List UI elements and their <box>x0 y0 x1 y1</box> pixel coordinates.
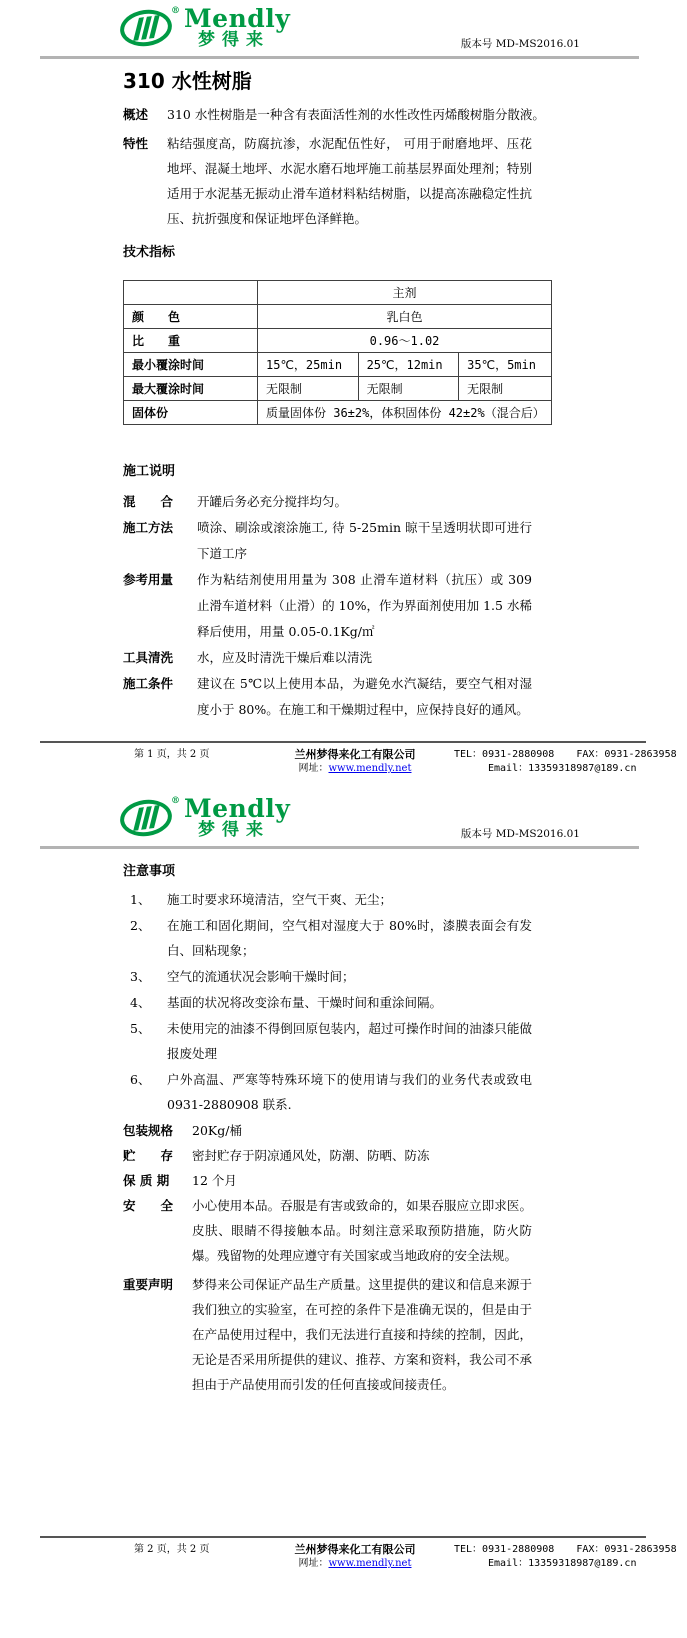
email-label: Email：13359318987@189.cn <box>488 763 637 774</box>
note-number: 2、 <box>130 918 151 933</box>
construction-item <box>123 567 532 645</box>
construction-item <box>123 645 532 671</box>
construction-item-label: 混 合 <box>123 494 174 509</box>
page-1 <box>0 0 687 790</box>
note-item <box>130 887 532 912</box>
page-2 <box>0 790 687 1638</box>
note-text: 空气的流通状况会影响干燥时间； <box>167 969 355 984</box>
note-number: 3、 <box>130 969 151 984</box>
features-row <box>123 131 532 231</box>
construction-item-text: 水，应及时清洗干燥后难以清洗 <box>197 650 373 665</box>
logo-ellipse-icon <box>118 797 175 840</box>
construction-item <box>123 489 532 515</box>
notes-heading: 注意事项 <box>123 864 176 879</box>
construction-item-text: 喷涂、刷涂或滚涂施工, 待 5-25min 晾干呈透明状即可进行下道工序 <box>197 520 532 561</box>
brand-name-cn: 梦得来 <box>198 820 270 840</box>
page-title: 310 水性树脂 <box>123 69 252 93</box>
info-item <box>123 1272 532 1397</box>
version-label: 版本号 MD-MS2016.01 <box>460 38 580 50</box>
mendly-logo-icon <box>120 6 180 50</box>
overview-row <box>123 102 545 127</box>
table-cell-label: 颜 色 <box>124 305 258 329</box>
note-item <box>130 990 532 1015</box>
note-text: 基面的状况将改变涂布量、干燥时间和重涂间隔。 <box>167 995 443 1010</box>
info-label: 安 全 <box>123 1198 174 1213</box>
header-divider <box>40 846 639 849</box>
table-cell-label: 比 重 <box>124 329 258 353</box>
table-cell-label: 最小覆涂时间 <box>124 353 258 377</box>
registered-mark: ® <box>171 6 180 16</box>
table-cell-label: 最大覆涂时间 <box>124 377 258 401</box>
construction-item-label: 施工方法 <box>123 520 174 535</box>
note-text: 未使用完的油漆不得倒回原包装内，超过可操作时间的油漆只能做报废处理 <box>167 1021 532 1061</box>
table-row <box>124 401 552 425</box>
info-text: 20Kg/桶 <box>192 1123 242 1138</box>
website-link[interactable]: www.mendly.net <box>328 1558 412 1569</box>
table-cell-value: 无限制 <box>459 377 552 401</box>
table-row <box>124 281 552 305</box>
fax-label: FAX：0931-2863958 <box>576 1544 677 1555</box>
construction-item-text: 建议在 5℃以上使用本品，为避免水汽凝结，要空气相对湿度小于 80%。在施工和干燥期过程中，应保持良好的通风。 <box>197 676 532 717</box>
info-label: 保 质 期 <box>123 1173 170 1188</box>
info-item <box>123 1168 532 1193</box>
info-label: 包装规格 <box>123 1123 174 1138</box>
features-label: 特性 <box>123 136 149 151</box>
construction-item-label: 工具清洗 <box>123 650 174 665</box>
construction-item-text: 开罐后务必充分搅拌均匀。 <box>197 494 348 509</box>
table-cell-value: 无限制 <box>258 377 359 401</box>
note-item <box>130 913 532 963</box>
info-item <box>123 1143 532 1168</box>
features-text: 粘结强度高，防腐抗渗，水泥配伍性好， 可用于耐磨地坪、压花地坪、混凝土地坪、水泥水磨石地坪施工前基层界面处理剂；特别适用于水泥基无振动止滑车道材料粘结树脂，以提高冻融稳定性抗压、抗折强度和保证地坪色泽鲜艳。 <box>167 136 532 226</box>
note-item <box>130 964 532 989</box>
page1-header <box>0 0 687 59</box>
info-label: 重要声明 <box>123 1277 174 1292</box>
page-number-info: 第 2 页，共 2 页 <box>134 1544 210 1555</box>
note-number: 1、 <box>130 892 151 907</box>
overview-label: 概述 <box>123 107 149 122</box>
info-item <box>123 1118 532 1143</box>
table-cell-value: 无限制 <box>358 377 459 401</box>
version-label: 版本号 MD-MS2016.01 <box>460 828 580 840</box>
table-header-main-agent: 主剂 <box>258 281 552 305</box>
page1-footer <box>0 741 687 776</box>
tech-specs-heading: 技术指标 <box>123 245 176 260</box>
construction-heading: 施工说明 <box>123 464 176 479</box>
note-text: 户外高温、严寒等特殊环境下的使用请与我们的业务代表或致电 0931-2880908 联系. <box>167 1072 532 1112</box>
mendly-logo-icon <box>120 796 180 840</box>
note-number: 5、 <box>130 1021 151 1036</box>
info-text: 梦得来公司保证产品生产质量。这里提供的建议和信息来源于我们独立的实验室，在可控的条件下是准确无误的，但是由于在产品使用过程中，我们无法进行直接和持续的控制，因此，无论是否采用所提供的建议、推荐、方案和资料，我公司不承担由于产品使用而引发的任何直接或间接责任。 <box>192 1277 532 1392</box>
page2-header <box>0 790 687 849</box>
table-cell-value: 15℃，25min <box>258 353 359 377</box>
brand-name-cn: 梦得来 <box>198 30 270 50</box>
website-label: 网址： <box>298 1558 329 1569</box>
website-label: 网址： <box>298 763 329 774</box>
info-label: 贮 存 <box>123 1148 174 1163</box>
table-row <box>124 329 552 353</box>
info-text: 密封贮存于阴凉通风处，防潮、防晒、防冻 <box>192 1148 430 1163</box>
brand-name: Mendly <box>184 794 291 823</box>
registered-mark: ® <box>171 796 180 806</box>
table-cell-corner <box>124 281 258 305</box>
footer-divider <box>40 1536 646 1538</box>
info-text: 小心使用本品。吞服是有害或致命的，如果吞服应立即求医。皮肤、眼睛不得接触本品。时刻注意采取预防措施，防火防爆。残留物的处理应遵守有关国家或当地政府的安全法规。 <box>192 1198 532 1263</box>
brand-text <box>184 6 290 49</box>
tel-label: TEL：0931-2880908 <box>454 1544 555 1555</box>
construction-item-label: 施工条件 <box>123 676 174 691</box>
construction-item <box>123 515 532 567</box>
note-text: 施工时要求环境清洁，空气干爽、无尘； <box>167 892 393 907</box>
construction-item <box>123 671 532 723</box>
tel-label: TEL：0931-2880908 <box>454 749 555 760</box>
overview-text: 310 水性树脂是一种含有表面活性剂的水性改性丙烯酸树脂分散液。 <box>167 107 545 122</box>
spec-table <box>123 280 552 425</box>
brand-name: Mendly <box>184 4 291 33</box>
company-name: 兰州梦得来化工有限公司 <box>294 1543 416 1556</box>
table-cell-label: 固体份 <box>124 401 258 425</box>
note-item <box>130 1067 532 1117</box>
info-text: 12 个月 <box>192 1173 237 1188</box>
construction-item-label: 参考用量 <box>123 572 174 587</box>
table-row <box>124 353 552 377</box>
website-link[interactable]: www.mendly.net <box>328 763 412 774</box>
email-label: Email：13359318987@189.cn <box>488 1558 637 1569</box>
brand-logo <box>120 796 290 840</box>
header-divider <box>40 56 639 59</box>
company-name: 兰州梦得来化工有限公司 <box>294 748 416 761</box>
table-cell-value: 35℃，5min <box>459 353 552 377</box>
table-cell-value: 乳白色 <box>258 305 552 329</box>
table-row <box>124 305 552 329</box>
note-number: 4、 <box>130 995 151 1010</box>
table-cell-value: 25℃，12min <box>358 353 459 377</box>
info-item <box>123 1193 532 1268</box>
note-item <box>130 1016 532 1066</box>
brand-logo <box>120 6 290 50</box>
note-number: 6、 <box>130 1072 151 1087</box>
page-number-info: 第 1 页，共 2 页 <box>134 749 210 760</box>
table-row <box>124 377 552 401</box>
footer-divider <box>40 741 646 743</box>
brand-text <box>184 796 290 839</box>
logo-ellipse-icon <box>118 7 175 50</box>
page2-footer <box>0 1536 687 1571</box>
table-cell-value: 质量固体份 36±2%，体积固体份 42±2%（混合后） <box>258 401 552 425</box>
note-text: 在施工和固化期间，空气相对湿度大于 80%时，漆膜表面会有发白、回粘现象； <box>167 918 532 958</box>
construction-item-text: 作为粘结剂使用用量为 308 止滑车道材料（抗压）或 309 止滑车道材料（止滑）的 10%，作为界面剂使用加 1.5 水稀释后使用，用量 0.05-0.1Kg/㎡ <box>197 572 532 639</box>
table-cell-value: 0.96～1.02 <box>258 329 552 353</box>
fax-label: FAX：0931-2863958 <box>576 749 677 760</box>
